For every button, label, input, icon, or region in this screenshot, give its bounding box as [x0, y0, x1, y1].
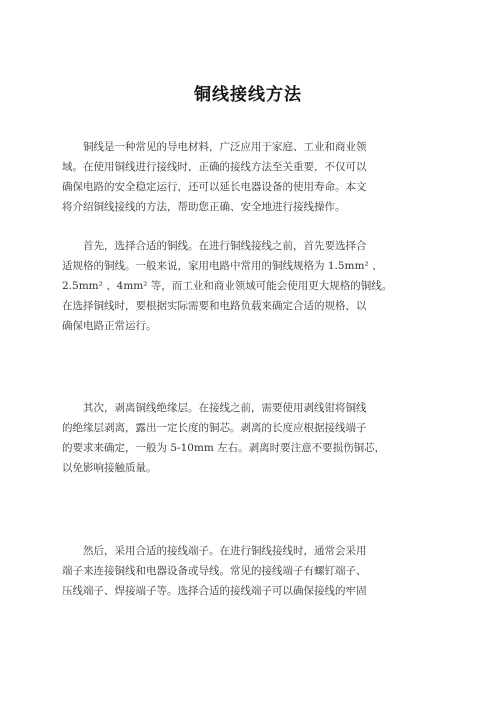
text-line: 以免影响接触质量。 [62, 462, 157, 474]
text-line: 铜线是一种常见的导电材料，广泛应用于家庭、工业和商业领 [83, 141, 367, 153]
text-line: 压线端子、焊接端子等。选择合适的接线端子可以确保接线的牢固 [62, 585, 367, 597]
document-title: 铜线接线方法 [194, 85, 302, 105]
text-line: 适规格的铜线。一般来说，家用电路中常用的铜线规格为 1.5mm² 、 [62, 260, 383, 272]
text-line: 域。在使用铜线进行接线时，正确的接线方法至关重要，不仅可以 [62, 161, 367, 173]
text-line: 确保电路正常运行。 [62, 320, 157, 332]
text-line: 确保电路的安全稳定运行，还可以延长电器设备的使用寿命。本文 [62, 181, 367, 193]
paragraph-3 [62, 398, 462, 478]
text-line: 端子来连接铜线和电器设备或导线。常见的接线端子有螺钉端子、 [62, 565, 367, 577]
text-line: 首先，选择合适的铜线。在进行铜线接线之前，首先要选择合 [83, 240, 367, 252]
paragraph-4 [62, 541, 462, 601]
text-line: 在选择铜线时，要根据实际需要和电路负载来确定合适的规格，以 [62, 300, 367, 312]
text-line: 的要求来确定，一般为 5-10mm 左右。剥离时要注意不要损伤铜芯， [62, 442, 386, 454]
text-line: 其次，剥离铜线绝缘层。在接线之前，需要使用剥线钳将铜线 [83, 402, 367, 414]
text-line: 2.5mm² 、4mm² 等，而工业和商业领域可能会使用更大规格的铜线。 [62, 280, 393, 292]
text-line: 将介绍铜线接线的方法，帮助您正确、安全地进行接线操作。 [62, 201, 346, 213]
text-line: 然后，采用合适的接线端子。在进行铜线接线时，通常会采用 [83, 545, 367, 557]
paragraph-2 [62, 236, 462, 336]
text-line: 的绝缘层剥离，露出一定长度的铜芯。剥离的长度应根据接线端子 [62, 422, 367, 434]
paragraph-1 [62, 137, 462, 217]
